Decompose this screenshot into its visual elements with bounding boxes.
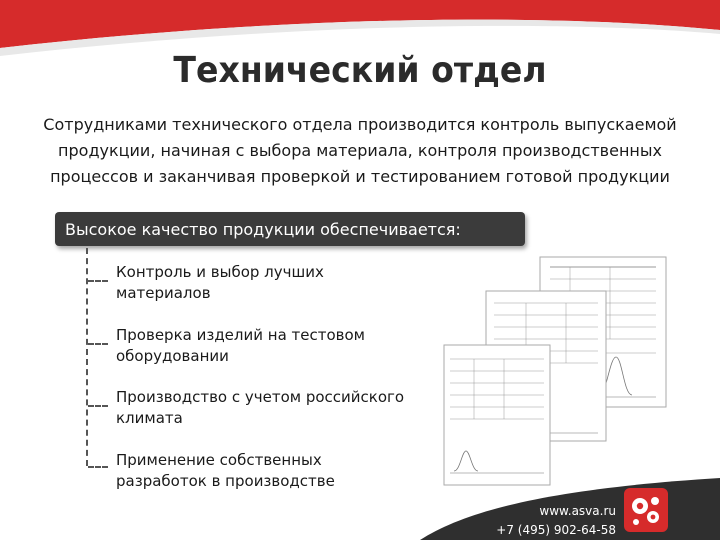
footer-phone: +7 (495) 902-64-58 bbox=[496, 523, 616, 537]
tree-branch bbox=[88, 405, 108, 407]
list-item: Контроль и выбор лучших материалов bbox=[116, 263, 324, 302]
tree-branch bbox=[88, 343, 108, 345]
list-item: Применение собственных разработок в производстве bbox=[116, 451, 335, 490]
quality-heading: Высокое качество продукции обеспечивается: bbox=[65, 220, 461, 239]
intro-paragraph: Сотрудниками технического отдела производится контроль выпускаемой продукции, начиная с выбора материала, контроля производственных процессов и заканчивая проверкой и тестированием готовой продукции bbox=[43, 115, 677, 186]
tree-branch bbox=[88, 280, 108, 282]
footer-website[interactable]: www.asva.ru bbox=[539, 504, 616, 518]
page-title: Технический отдел bbox=[173, 50, 547, 91]
company-logo-icon bbox=[624, 488, 668, 532]
documents-illustration bbox=[440, 255, 680, 495]
list-item: Проверка изделий на тестовом оборудовании bbox=[116, 326, 365, 365]
footer-contacts bbox=[496, 502, 616, 540]
quality-heading-box bbox=[55, 212, 525, 246]
tree-branch bbox=[88, 466, 108, 468]
list-item: Производство с учетом российского климата bbox=[116, 388, 405, 427]
